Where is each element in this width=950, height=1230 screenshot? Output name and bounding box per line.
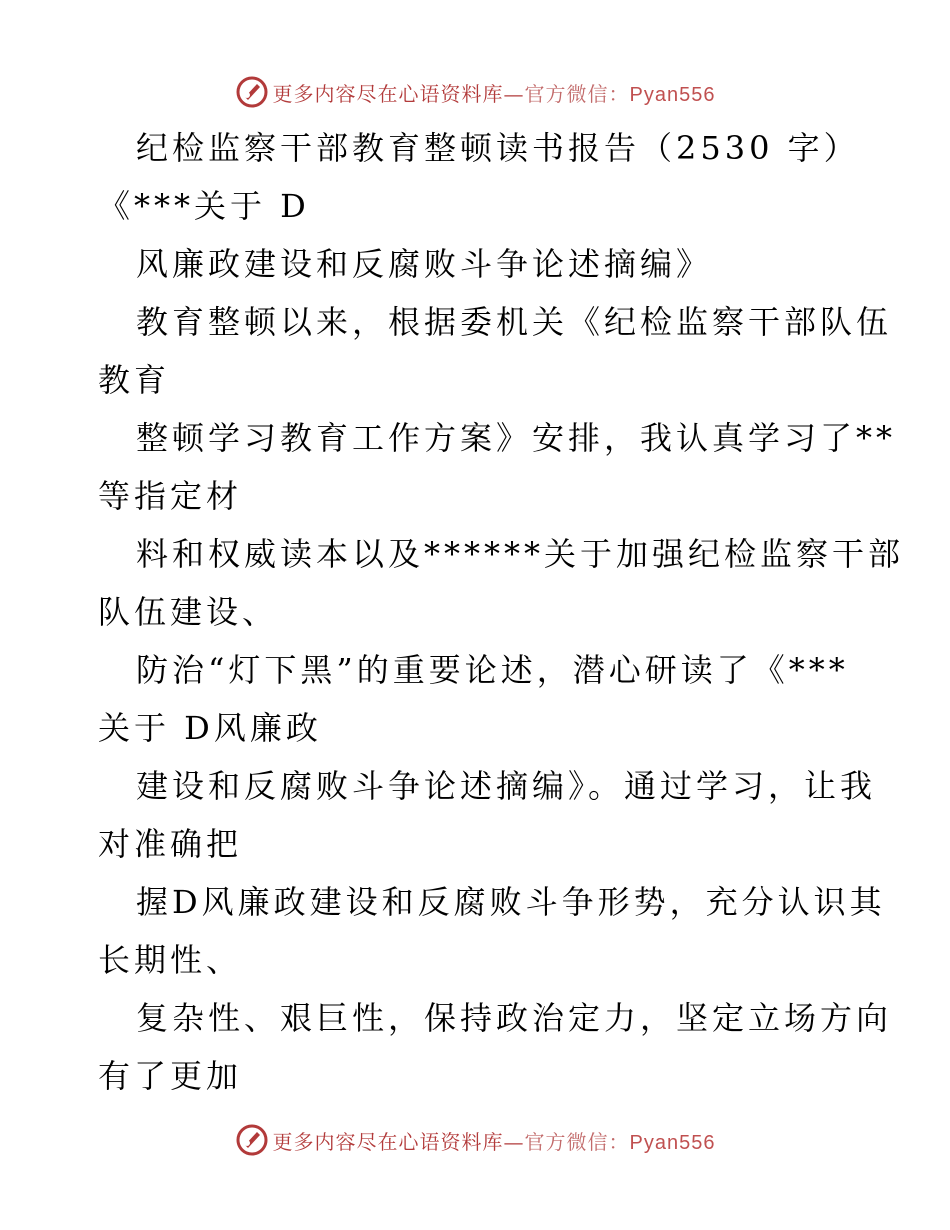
text-line: 复杂性、艰巨性，保持政治定力，坚定立场方向 xyxy=(136,999,893,1037)
text-line: 风廉政建设和反腐败斗争论述摘编》 xyxy=(136,245,713,283)
header-watermark xyxy=(0,72,950,112)
document-title: 纪检监察干部教育整顿读书报告（2530 字） xyxy=(136,129,860,167)
text-line: 《***关于 D xyxy=(98,187,310,225)
text-line: 教育整顿以来，根据委机关《纪检监察干部队伍 xyxy=(136,303,893,341)
text-line: 有了更加 xyxy=(98,1057,243,1095)
text-line: 建设和反腐败斗争论述摘编》。通过学习，让我 xyxy=(136,767,877,805)
footer-watermark xyxy=(0,1120,950,1160)
logo-icon xyxy=(235,1123,269,1157)
text-line: 握D风廉政建设和反腐败斗争形势，充分认识其 xyxy=(136,883,886,921)
banner-text: 更多内容尽在心语资料库— xyxy=(272,81,525,106)
text-line: 防治“灯下黑”的重要论述，潜心研读了《*** xyxy=(136,651,849,689)
text-line: 整顿学习教育工作方案》安排，我认真学习了** xyxy=(136,419,897,457)
text-line: 料和权威读本以及******关于加强纪检监察干部 xyxy=(136,535,905,573)
banner-id: Pyan556 xyxy=(629,1131,716,1154)
logo-icon xyxy=(235,75,269,109)
text-line: 等指定材 xyxy=(98,477,243,515)
text-line: 长期性、 xyxy=(98,941,243,979)
banner-id: Pyan556 xyxy=(629,83,716,106)
text-line: 教育 xyxy=(98,361,171,399)
text-line: 对准确把 xyxy=(98,825,243,863)
banner-wechat: 官方微信： xyxy=(524,1129,630,1154)
banner-text: 更多内容尽在心语资料库— xyxy=(272,1129,525,1154)
text-line: 队伍建设、 xyxy=(98,593,279,631)
banner-wechat: 官方微信： xyxy=(524,81,630,106)
text-line: 关于 D风廉政 xyxy=(98,709,322,747)
